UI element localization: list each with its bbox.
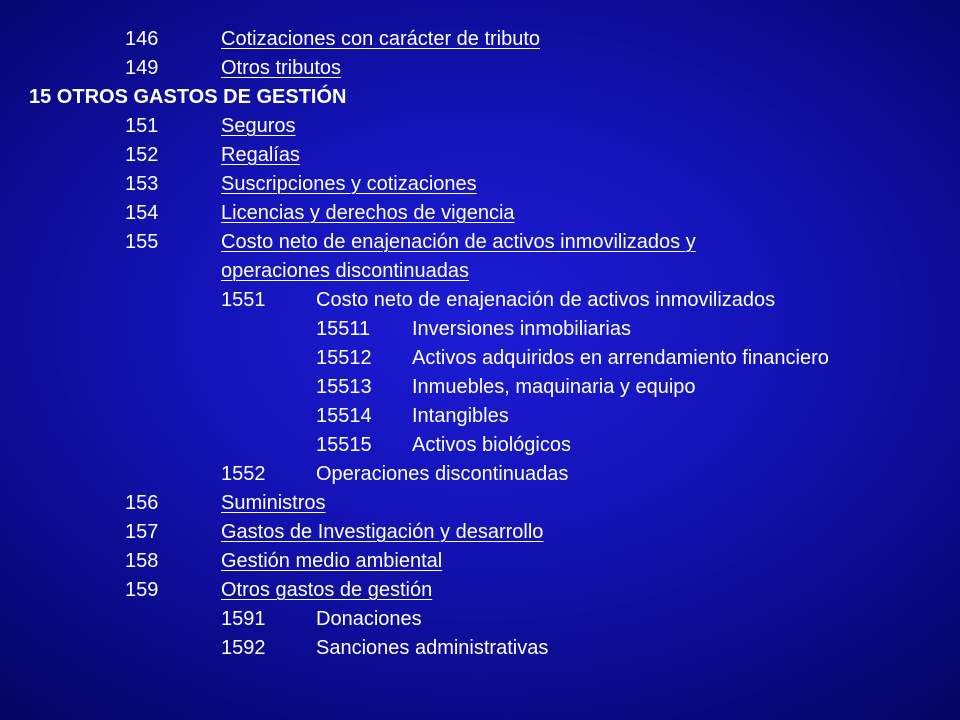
- account-link[interactable]: Regalías: [221, 144, 300, 166]
- account-row: [0, 518, 960, 547]
- account-row: [0, 112, 960, 141]
- account-code: 157: [125, 521, 159, 543]
- subaccount-row: [0, 315, 960, 344]
- account-code: 149: [125, 57, 159, 79]
- section-heading-row: [0, 83, 960, 112]
- account-row: [0, 141, 960, 170]
- account-label: Activos adquiridos en arrendamiento financiero: [412, 347, 829, 369]
- account-code: 159: [125, 579, 159, 601]
- account-row: [0, 54, 960, 83]
- account-code: 15512: [316, 347, 372, 369]
- subaccount-row: [0, 402, 960, 431]
- account-link[interactable]: Seguros: [221, 115, 296, 137]
- account-row: [0, 25, 960, 54]
- account-label: Costo neto de enajenación de activos inmovilizados: [316, 289, 776, 311]
- subaccount-row: [0, 286, 960, 315]
- subaccount-row: [0, 431, 960, 460]
- subaccount-row: [0, 460, 960, 489]
- account-link[interactable]: Otros gastos de gestión: [221, 579, 433, 601]
- account-code: 15515: [316, 434, 372, 456]
- account-row-continuation: [0, 257, 960, 286]
- account-code: 152: [125, 144, 159, 166]
- account-row: [0, 199, 960, 228]
- account-link[interactable]: Gestión medio ambiental: [221, 550, 443, 572]
- account-code: 15514: [316, 405, 372, 427]
- account-link[interactable]: Suscripciones y cotizaciones: [221, 173, 477, 195]
- account-label: Inmuebles, maquinaria y equipo: [412, 376, 696, 398]
- account-code: 156: [125, 492, 159, 514]
- account-code: 15513: [316, 376, 372, 398]
- account-label: Inversiones inmobiliarias: [412, 318, 631, 340]
- account-link[interactable]: Cotizaciones con carácter de tributo: [221, 28, 541, 50]
- account-code: 1592: [221, 637, 266, 659]
- account-row: [0, 547, 960, 576]
- subaccount-row: [0, 634, 960, 663]
- account-link[interactable]: Costo neto de enajenación de activos inmovilizados y: [221, 231, 696, 253]
- account-code: 155: [125, 231, 159, 253]
- account-link[interactable]: Suministros: [221, 492, 326, 514]
- account-row: [0, 576, 960, 605]
- account-code: 146: [125, 28, 159, 50]
- subaccount-row: [0, 373, 960, 402]
- section-heading: 15 OTROS GASTOS DE GESTIÓN: [29, 86, 347, 108]
- account-code: 1591: [221, 608, 266, 630]
- account-link[interactable]: Gastos de Investigación y desarrollo: [221, 521, 544, 543]
- account-link[interactable]: Licencias y derechos de vigencia: [221, 202, 515, 224]
- account-label: Operaciones discontinuadas: [316, 463, 569, 485]
- subaccount-row: [0, 605, 960, 634]
- account-row: [0, 489, 960, 518]
- account-code: 1551: [221, 289, 266, 311]
- account-code: 15511: [316, 318, 371, 340]
- account-link[interactable]: operaciones discontinuadas: [221, 260, 469, 282]
- account-label: Sanciones administrativas: [316, 637, 549, 659]
- account-code: 158: [125, 550, 159, 572]
- account-label: Activos biológicos: [412, 434, 571, 456]
- account-row: [0, 228, 960, 257]
- account-code: 154: [125, 202, 159, 224]
- account-code: 151: [125, 115, 159, 137]
- account-link[interactable]: Otros tributos: [221, 57, 342, 79]
- account-code: 153: [125, 173, 159, 195]
- account-label: Donaciones: [316, 608, 422, 630]
- account-list: [0, 25, 960, 663]
- subaccount-row: [0, 344, 960, 373]
- account-label: Intangibles: [412, 405, 509, 427]
- account-code: 1552: [221, 463, 266, 485]
- account-row: [0, 170, 960, 199]
